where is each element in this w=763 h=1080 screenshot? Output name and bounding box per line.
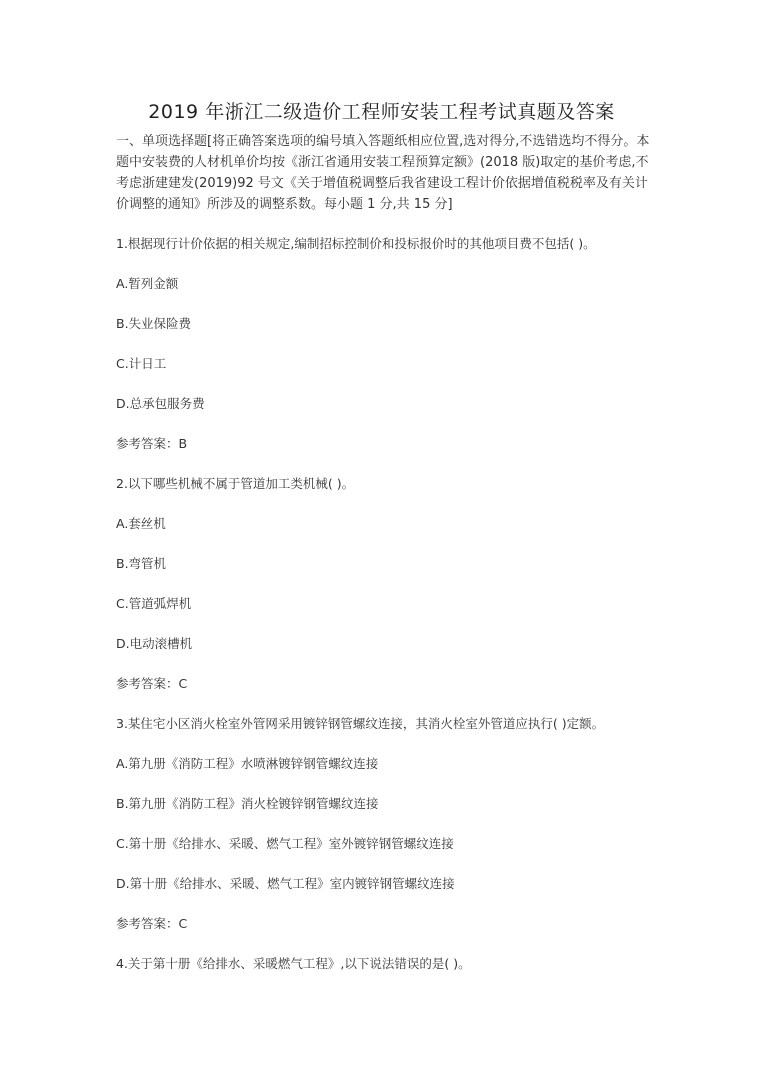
question-1-option-b: B.失业保险费 [116,316,192,331]
question-3-option-d: D.第十册《给排水、采暖、燃气工程》室内镀锌钢管螺纹连接 [116,876,455,891]
question-2-option-d: D.电动滚槽机 [116,636,193,651]
question-2-option-b: B.弯管机 [116,556,167,571]
section-intro: 一、单项选择题[将正确答案选项的编号填入答题纸相应位置,选对得分,不选错选均不得分。本题中安装费的人材机单价均按《浙江省通用安装工程预算定额》(2018 版)取定的基价考虑,不考虑浙建建发(2019)92 号文《关于增值税调整后我省建设工程计价依据增值税税率及有关计价调整的通知》所涉及的调整系数。每小题 1 分,共 15 分] [116,134,650,212]
question-1-option-a: A.暂列金额 [116,276,179,291]
question-3-stem: 3.某住宅小区消火栓室外管网采用镀锌钢管螺纹连接，其消火栓室外管道应执行( )定额。 [116,716,605,731]
question-3-answer: 参考答案：C [116,916,188,931]
question-4-stem: 4.关于第十册《给排水、采暖燃气工程》,以下说法错误的是( )。 [116,956,471,971]
question-3-option-a: A.第九册《消防工程》水喷淋镀锌钢管螺纹连接 [116,756,379,771]
question-1-option-d: D.总承包服务费 [116,396,205,411]
question-1-option-c: C.计日工 [116,356,167,371]
question-2-option-a: A.套丝机 [116,516,166,531]
question-1-answer: 参考答案：B [116,436,188,451]
question-2-option-c: C.管道弧焊机 [116,596,192,611]
question-3-option-c: C.第十册《给排水、采暖、燃气工程》室外镀锌钢管螺纹连接 [116,836,454,851]
question-2-stem: 2.以下哪些机械不属于管道加工类机械( )。 [116,476,355,491]
question-2-answer: 参考答案：C [116,676,188,691]
question-3-option-b: B.第九册《消防工程》消火栓镀锌钢管螺纹连接 [116,796,379,811]
question-1-stem: 1.根据现行计价依据的相关规定,编制招标控制价和投标报价时的其他项目费不包括( )。 [116,236,596,251]
document-title: 2019 年浙江二级造价工程师安装工程考试真题及答案 [148,101,615,123]
